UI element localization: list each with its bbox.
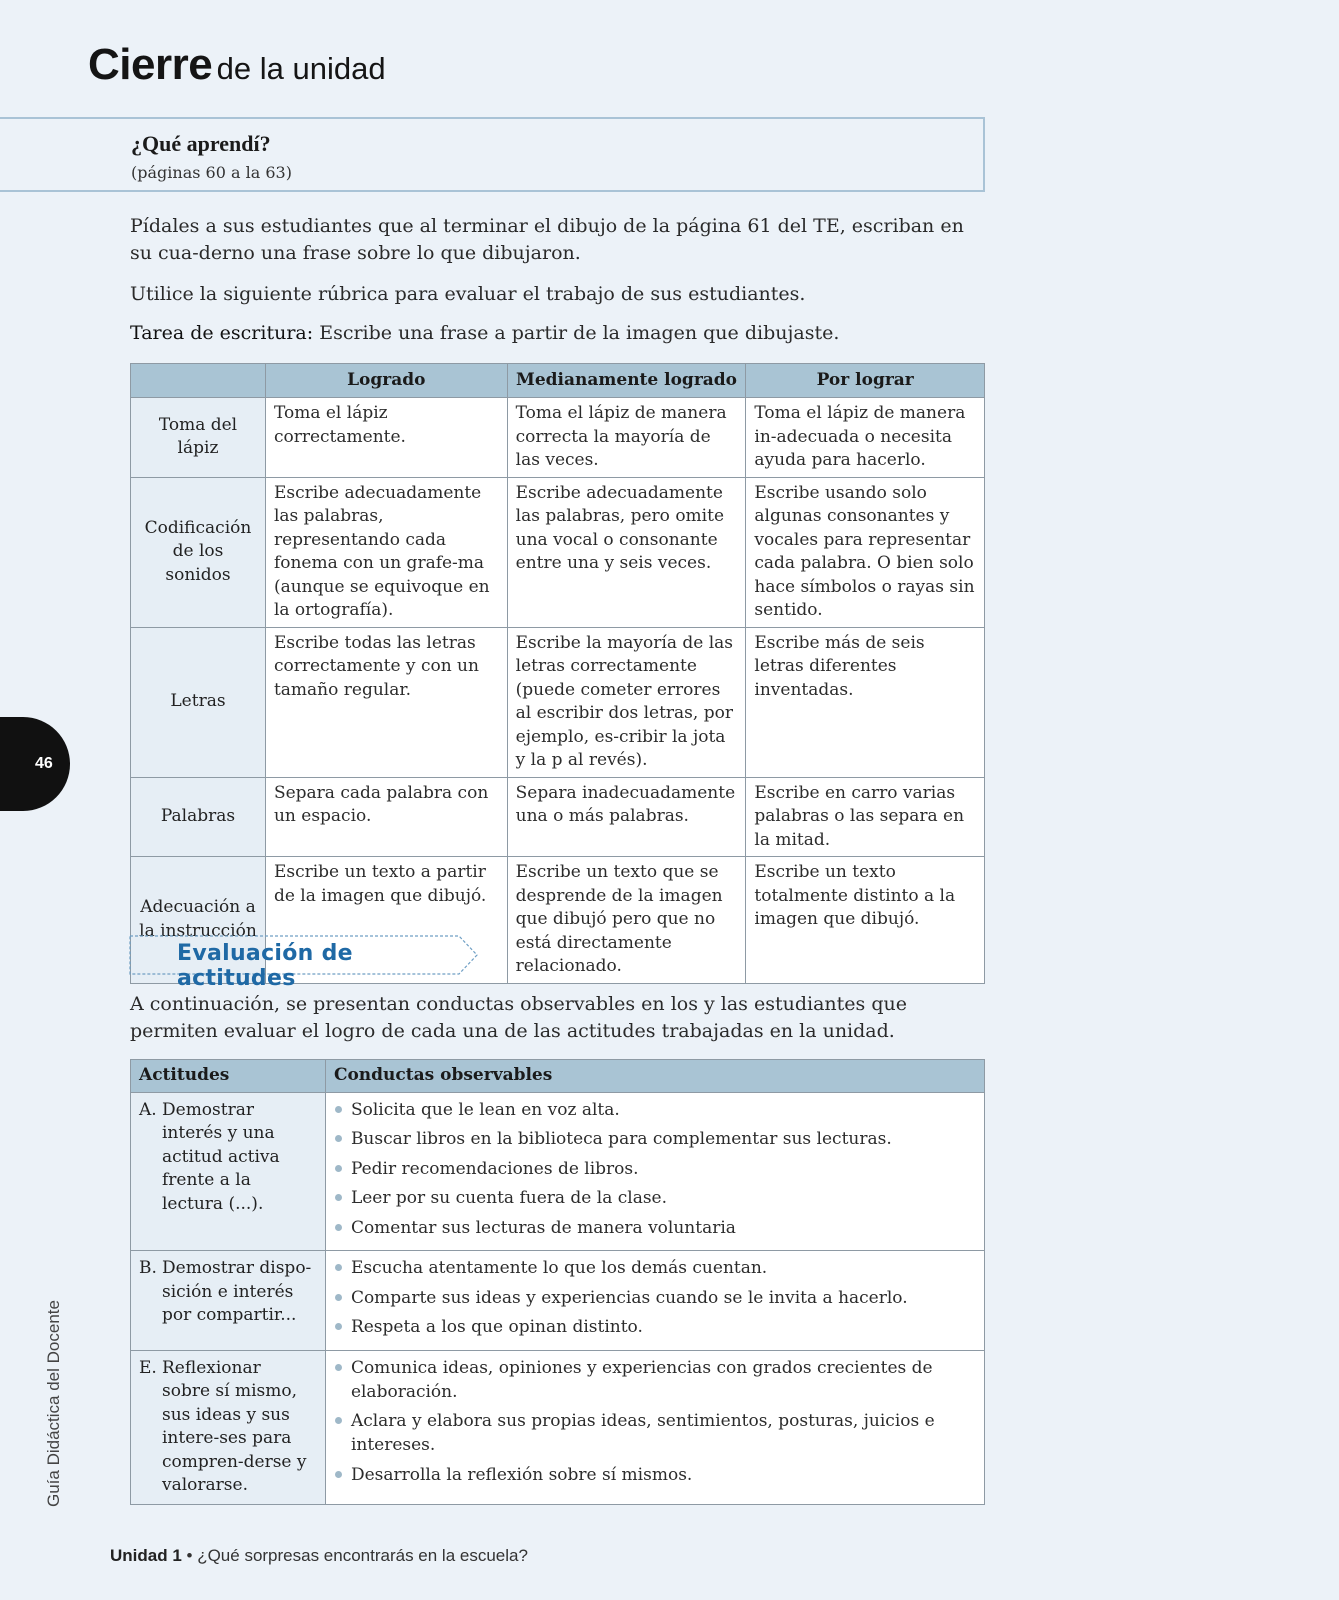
behavior-item: Desarrolla la reflexión sobre sí mismos. bbox=[334, 1463, 976, 1487]
intro-paragraph-2: Utilice la siguiente rúbrica para evaluar el trabajo de sus estudiantes. bbox=[130, 283, 806, 305]
attitude-letter: E. bbox=[139, 1357, 157, 1378]
rubric-cell: Escribe más de seis letras diferentes inventadas. bbox=[746, 627, 985, 777]
rubric-header-row bbox=[131, 364, 985, 398]
section-box bbox=[0, 117, 985, 192]
footer-separator: • bbox=[181, 1546, 198, 1565]
rubric-cell: Escribe la mayoría de las letras correctamente (puede cometer errores al escribir dos letras, por ejemplo, es-cribir la jota y la p al revés). bbox=[507, 627, 746, 777]
attitudes-table bbox=[130, 1059, 985, 1505]
attitude-text: Demostrar dispo-sición e interés por compartir... bbox=[162, 1258, 312, 1325]
behavior-item: Comunica ideas, opiniones y experiencias con grados crecientes de elaboración. bbox=[334, 1356, 976, 1404]
behaviors-cell bbox=[325, 1092, 984, 1251]
evaluation-title: Evaluación de actitudes bbox=[177, 941, 353, 991]
rubric-cell: Toma el lápiz de manera correcta la mayoría de las veces. bbox=[507, 398, 746, 478]
rubric-row bbox=[131, 777, 985, 857]
rubric-cell: Separa inadecuadamente una o más palabras. bbox=[507, 777, 746, 857]
task-label: Tarea de escritura: bbox=[130, 322, 314, 344]
rubric-cell: Escribe adecuadamente las palabras, pero omite una vocal o consonante entre una y seis veces. bbox=[507, 477, 746, 627]
attitude-letter: B. bbox=[139, 1258, 157, 1278]
rubric-header-blank bbox=[131, 364, 266, 398]
intro-paragraph-1: Pídales a sus estudiantes que al terminar el dibujo de la página 61 del TE, escriban en su cua-derno una frase sobre lo que dibujaron. bbox=[130, 215, 964, 264]
task-text: Escribe una frase a partir de la imagen que dibujaste. bbox=[313, 322, 840, 344]
evaluation-tag bbox=[129, 935, 479, 991]
behavior-item: Escucha atentamente lo que los demás cuentan. bbox=[334, 1256, 976, 1280]
rubric-cell: Escribe un texto que se desprende de la imagen que dibujó pero que no está directamente relacionado. bbox=[507, 857, 746, 984]
page-title-rest: de la unidad bbox=[216, 51, 386, 86]
rubric-criterion: Palabras bbox=[131, 777, 266, 857]
attitudes-header-row bbox=[131, 1060, 985, 1093]
behavior-item: Comentar sus lecturas de manera voluntaria bbox=[334, 1216, 976, 1240]
rubric-criterion: Toma del lápiz bbox=[131, 398, 266, 478]
behaviors-cell bbox=[325, 1251, 984, 1351]
page-title bbox=[88, 40, 386, 90]
behavior-item: Comparte sus ideas y experiencias cuando se le invita a hacerlo. bbox=[334, 1286, 976, 1310]
rubric-row bbox=[131, 627, 985, 777]
rubric-header-logrado: Logrado bbox=[265, 364, 507, 398]
attitude-row bbox=[131, 1092, 985, 1251]
rubric-row bbox=[131, 477, 985, 627]
attitude-row bbox=[131, 1251, 985, 1351]
behavior-item: Respeta a los que opinan distinto. bbox=[334, 1315, 976, 1339]
rubric-table bbox=[130, 363, 985, 984]
footer-unit: Unidad 1 bbox=[110, 1546, 182, 1565]
rubric-cell: Escribe todas las letras correctamente y con un tamaño regular. bbox=[265, 627, 507, 777]
rubric-cell: Escribe en carro varias palabras o las separa en la mitad. bbox=[746, 777, 985, 857]
behavior-item: Pedir recomendaciones de libros. bbox=[334, 1157, 976, 1181]
rubric-header-medianamente: Medianamente logrado bbox=[507, 364, 746, 398]
footer bbox=[110, 1546, 528, 1566]
attitude-text: Demostrar interés y una actitud activa frente a la lectura (...). bbox=[162, 1099, 280, 1214]
attitude-letter: A. bbox=[139, 1099, 157, 1120]
page-title-bold: Cierre bbox=[88, 40, 213, 89]
rubric-cell: Escribe adecuadamente las palabras, representando cada fonema con un grafe-ma (aunque se equivoque en la ortografía). bbox=[265, 477, 507, 627]
attitude-cell bbox=[131, 1251, 326, 1351]
side-label: Guía Didáctica del Docente bbox=[44, 1300, 63, 1507]
evaluation-intro: A continuación, se presentan conductas observables en los y las estudiantes que permiten evaluar el logro de cada una de las actitudes trabajadas en la unidad. bbox=[130, 993, 907, 1042]
behavior-item: Leer por su cuenta fuera de la clase. bbox=[334, 1186, 976, 1210]
attitudes-header-conductas: Conductas observables bbox=[325, 1060, 984, 1093]
behavior-item: Solicita que le lean en voz alta. bbox=[334, 1098, 976, 1122]
behavior-item: Aclara y elabora sus propias ideas, sentimientos, posturas, juicios e intereses. bbox=[334, 1409, 976, 1457]
rubric-cell: Separa cada palabra con un espacio. bbox=[265, 777, 507, 857]
rubric-cell: Escribe un texto totalmente distinto a la imagen que dibujó. bbox=[746, 857, 985, 984]
attitude-cell bbox=[131, 1092, 326, 1251]
attitude-cell bbox=[131, 1350, 326, 1504]
rubric-criterion: Letras bbox=[131, 627, 266, 777]
task-line bbox=[130, 320, 985, 347]
section-pages: (páginas 60 a la 63) bbox=[131, 163, 292, 182]
rubric-cell: Escribe un texto a partir de la imagen que dibujó. bbox=[265, 857, 507, 984]
behavior-item: Buscar libros en la biblioteca para complementar sus lecturas. bbox=[334, 1127, 976, 1151]
rubric-criterion: Codificación de los sonidos bbox=[131, 477, 266, 627]
rubric-header-por-lograr: Por lograr bbox=[746, 364, 985, 398]
rubric-cell: Toma el lápiz de manera in-adecuada o necesita ayuda para hacerlo. bbox=[746, 398, 985, 478]
rubric-cell: Toma el lápiz correctamente. bbox=[265, 398, 507, 478]
rubric-row bbox=[131, 398, 985, 478]
section-title: ¿Qué aprendí? bbox=[131, 131, 271, 156]
behaviors-cell bbox=[325, 1350, 984, 1504]
rubric-criterion: Adecuación a la instrucción bbox=[131, 857, 266, 984]
page-number-tab: 46 bbox=[0, 717, 70, 811]
attitude-row bbox=[131, 1350, 985, 1504]
attitude-text: Reflexionar sobre sí mismo, sus ideas y sus intere-ses para compren-derse y valorarse. bbox=[162, 1357, 307, 1495]
rubric-cell: Escribe usando solo algunas consonantes y vocales para representar cada palabra. O bien solo hace símbolos o rayas sin sentido. bbox=[746, 477, 985, 627]
attitudes-header-actitudes: Actitudes bbox=[131, 1060, 326, 1093]
footer-title: ¿Qué sorpresas encontrarás en la escuela? bbox=[197, 1546, 528, 1565]
